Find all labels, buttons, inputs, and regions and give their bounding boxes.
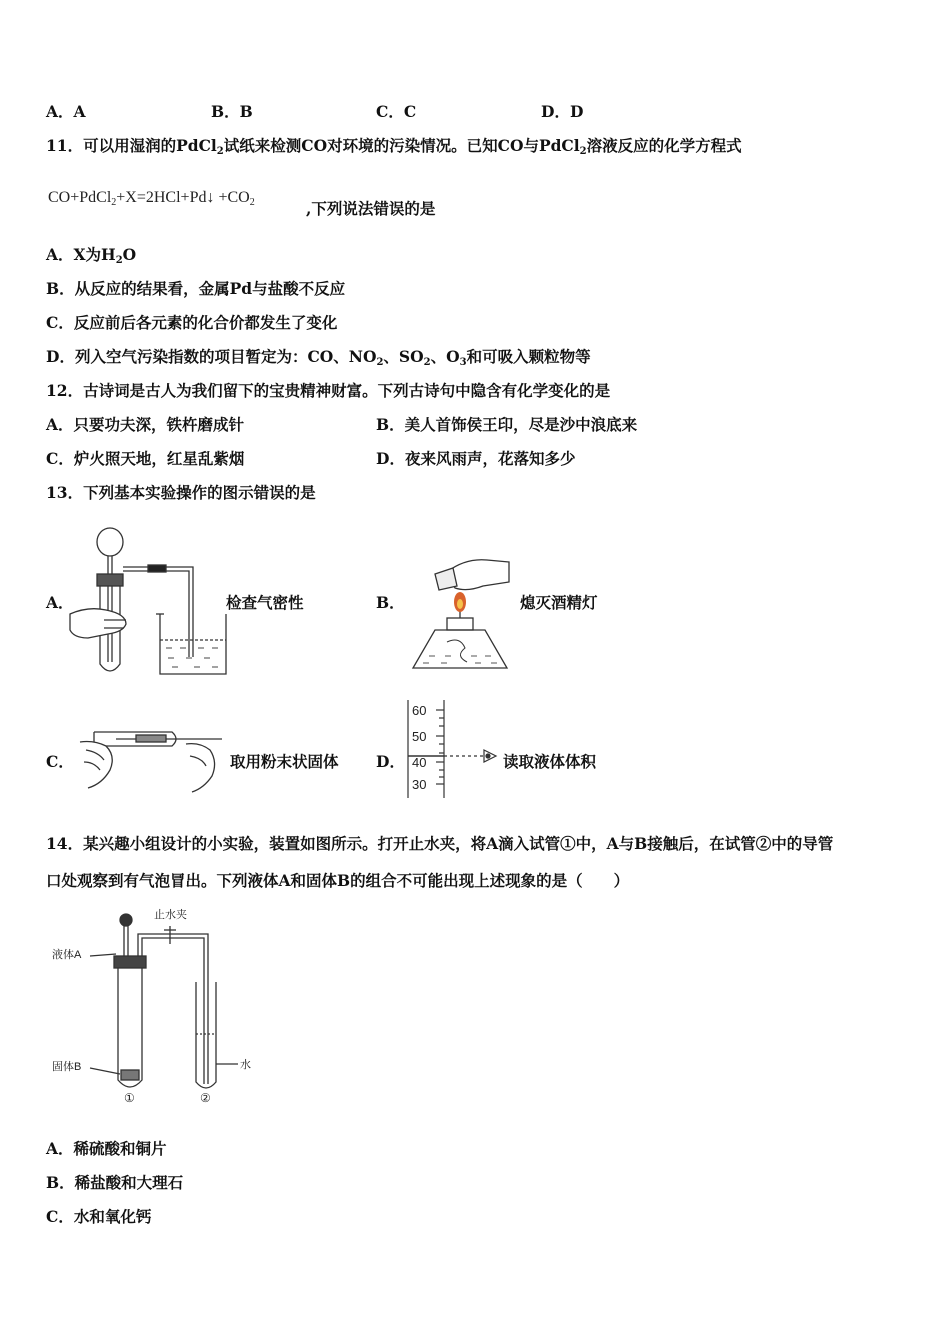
q13-a-letter: A． (46, 593, 74, 612)
q10-option-c: C．C (376, 102, 417, 121)
q14-stem-line1: 14．某兴趣小组设计的小实验，装置如图所示。打开止水夹，将A滴入试管①中，A与B接触后，在试管②中的导管 (46, 834, 834, 853)
q14-option-a: A．稀硫酸和铜片 (46, 1139, 167, 1158)
cylinder-tick-60: 60 (412, 703, 427, 718)
alcohol-lamp-figure (405, 552, 515, 674)
powder-sampling-figure (76, 722, 226, 794)
q13-b-caption: 熄灭酒精灯 (520, 593, 598, 612)
airtightness-check-figure (68, 522, 233, 677)
label-clamp: 止水夹 (154, 909, 187, 921)
label-water: 水 (240, 1059, 251, 1071)
q13-c-caption: 取用粉末状固体 (230, 752, 339, 771)
q14-option-b: B．稀盐酸和大理石 (46, 1173, 184, 1192)
q13-d-letter: D． (376, 752, 405, 771)
q11-option-a: A．X为$H_2O$ (46, 245, 137, 266)
q11-equation: CO+PdCl$_2$+X=2HCl+Pd↓ $+CO_2$ (48, 189, 255, 208)
q13-stem: 13．下列基本实验操作的图示错误的是 (46, 483, 316, 502)
q12-option-b: B．美人首饰侯王印，尽是沙中浪底来 (376, 415, 638, 434)
q12-option-c: C．炉火照天地，红星乱紫烟 (46, 449, 245, 468)
cylinder-tick-30: 30 (412, 777, 427, 792)
label-liquid-a: 液体A (52, 949, 82, 961)
q14-apparatus-figure (50, 904, 265, 1104)
q13-b-letter: B． (376, 593, 405, 612)
label-solid-b: 固体B (52, 1061, 82, 1073)
q10-option-a: A．A (46, 102, 86, 121)
q12-option-a: A．只要功夫深，铁杵磨成针 (46, 415, 245, 434)
q14-stem-line2: 口处观察到有气泡冒出。下列液体A和固体B的组合不可能出现上述现象的是（ ） (46, 871, 630, 890)
q11-option-d: D．列入空气污染指数的项目暂定为：CO、$NO_2$、$SO_2$、$O_3$和可吸入颗粒物等 (46, 347, 591, 368)
q13-a-caption: 检查气密性 (226, 593, 304, 612)
q12-stem: 12．古诗词是古人为我们留下的宝贵精神财富。下列古诗句中隐含有化学变化的是 (46, 381, 611, 400)
q11-option-c: C．反应前后各元素的化合价都发生了变化 (46, 313, 338, 332)
q11-eq-tail: ,下列说法错误的是 (306, 199, 436, 218)
cylinder-tick-50: 50 (412, 729, 427, 744)
label-tube-2: ② (200, 1091, 211, 1104)
q10-option-b: B．B (211, 102, 253, 121)
cylinder-tick-40: 40 (412, 755, 427, 770)
q13-c-letter: C． (46, 752, 74, 771)
graduated-cylinder-figure (404, 698, 504, 800)
q11-option-b: B．从反应的结果看，金属Pd与盐酸不反应 (46, 279, 346, 298)
q11-stem: 11．可以用湿润的PdCl$_2$试纸来检测CO对环境的污染情况。已知CO与PdCl$_2$溶液反应的化学方程式 (46, 136, 742, 157)
q13-d-caption: 读取液体体积 (503, 752, 597, 771)
q14-option-c: C．水和氧化钙 (46, 1207, 152, 1226)
q12-option-d: D．夜来风雨声，花落知多少 (376, 449, 576, 468)
q10-option-d: D．D (541, 102, 584, 121)
label-tube-1: ① (124, 1091, 135, 1104)
